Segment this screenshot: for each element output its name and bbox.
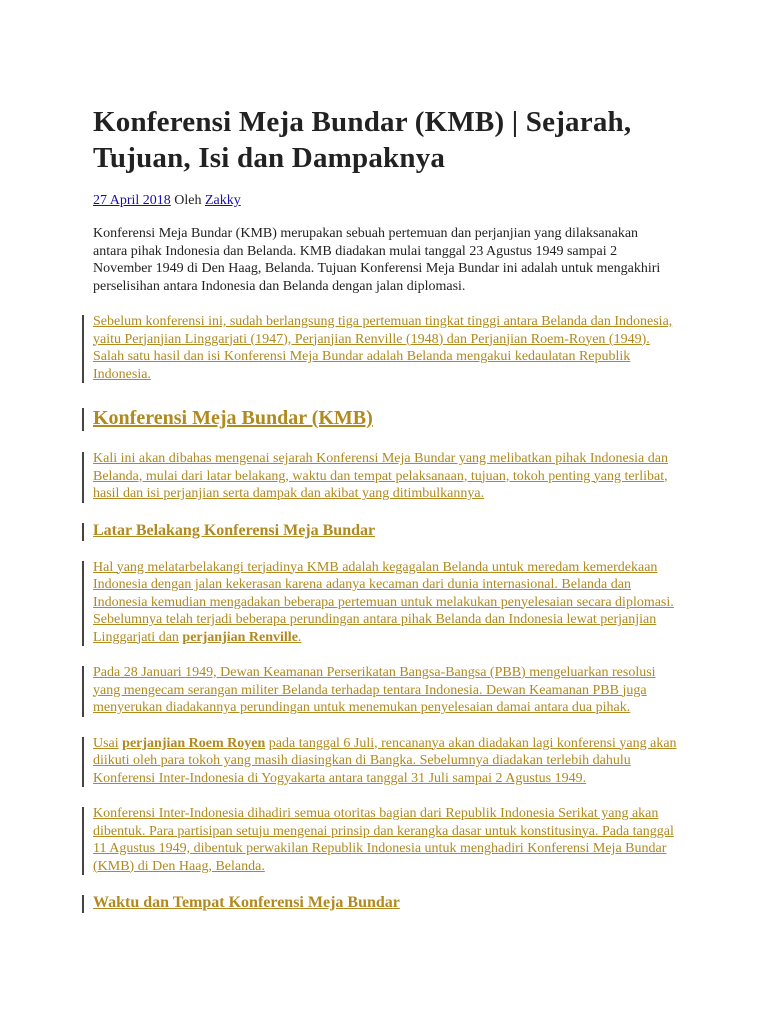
quote-text-start: Usai <box>93 735 119 751</box>
quote-bar <box>82 561 84 647</box>
quote-bar <box>82 315 84 383</box>
subheading-block-1[interactable] <box>93 521 678 541</box>
link-perjanjian-roem-royen[interactable]: perjanjian Roem Royen <box>122 735 266 751</box>
quote-text[interactable]: Kali ini akan dibahas mengenai sejarah Konferensi Meja Bundar yang melibatkan pihak Indonesia dan Belanda, mulai dari latar belakang, waktu dan tempat pelaksanaan, tujuan, tokoh penting yang terlibat, hasil dan isi perjanjian serta dampak dan akibat yang ditimbulkannya. <box>93 451 668 501</box>
quote-bar <box>82 807 84 875</box>
subheading-waktu-tempat[interactable]: Waktu dan Tempat Konferensi Meja Bundar <box>93 894 400 911</box>
quote-text[interactable]: Pada 28 Januari 1949, Dewan Keamanan Perserikatan Bangsa-Bangsa (PBB) mengeluarkan resolusi yang mengecam serangan militer Belanda terhadap tentara Indonesia. Dewan Keamanan PBB juga menyerukan diadakannya perundingan untuk menemukan penyelesaian damai antara dua pihak. <box>93 665 656 715</box>
quote-bar <box>82 452 84 503</box>
quote-paragraph-3[interactable] <box>93 559 678 647</box>
quote-text[interactable]: Sebelum konferensi ini, sudah berlangsung tiga pertemuan tingkat tinggi antara Belanda dan Indonesia, yaitu Perjanjian Linggarjati (1947), Perjanjian Renville (1948) dan Perjanjian Roem-Royen (1949). Salah satu hasil dan isi Konferensi Meja Bundar adalah Belanda mengakui kedaulatan Republik Indonesia. <box>93 314 673 382</box>
author-link[interactable]: Zakky <box>205 193 241 208</box>
heading-block[interactable] <box>93 405 678 431</box>
quote-paragraph-5[interactable] <box>93 735 678 788</box>
quote-bar <box>82 737 84 788</box>
quote-text-end: . <box>297 629 302 645</box>
quote-text[interactable]: Konferensi Inter-Indonesia dihadiri semua otoritas bagian dari Republik Indonesia Serikat yang akan dibentuk. Para partisipan setuju mengenai prinsip dan kerangka dasar untuk konstitusinya. Pada tanggal 11 Agustus 1949, dibentuk perwakilan Republik Indonesia untuk menghadiri Konferensi Meja Bundar (KMB) di Den Haag, Belanda. <box>93 806 674 874</box>
byline-label: Oleh <box>174 193 202 208</box>
quote-paragraph-4[interactable] <box>93 664 678 717</box>
article-meta <box>93 192 693 210</box>
quote-paragraph-6[interactable] <box>93 805 678 875</box>
quote-bar <box>82 895 84 913</box>
quote-text[interactable]: pada tanggal 6 Juli, rencananya akan diadakan lagi konferensi yang akan diikuti oleh para tokoh yang masih diasingkan di Bangka. Sebelumnya diadakan terlebih dahulu Konferensi Inter-Indonesia di Yogyakarta antara tanggal 31 Juli sampai 2 Agustus 1949. <box>93 735 677 786</box>
quote-bar <box>82 666 84 717</box>
article-title: Konferensi Meja Bundar (KMB) | Sejarah, Tujuan, Isi dan Dampaknya <box>93 106 632 174</box>
section-heading[interactable]: Konferensi Meja Bundar (KMB) <box>93 407 373 429</box>
subheading-block-2[interactable] <box>93 893 678 913</box>
quote-paragraph-1[interactable] <box>93 313 678 383</box>
quote-bar <box>82 523 84 541</box>
link-perjanjian-renville[interactable]: perjanjian Renville <box>182 629 298 645</box>
subheading-latar-belakang[interactable]: Latar Belakang Konferensi Meja Bundar <box>93 521 376 539</box>
quote-text[interactable]: Hal yang melatarbelakangi terjadinya KMB adalah kegagalan Belanda untuk meredam kemerdekaan Indonesia dengan jalan kekerasan karena adanya kecaman dari dunia internasional. Belanda dan Indonesia kemudian mengadakan beberapa pertemuan untuk melakukan penyelesaian secara diplomasi. Sebelumnya telah terjadi beberapa perundingan antara pihak Belanda dan Indonesia lewat perjanjian Linggarjati dan <box>93 559 674 645</box>
date-link[interactable]: 27 April 2018 <box>93 193 171 208</box>
intro-paragraph: Konferensi Meja Bundar (KMB) merupakan sebuah pertemuan dan perjanjian yang dilaksanakan antara pihak Indonesia dan Belanda. KMB diadakan mulai tanggal 23 Agustus 1949 sampai 2 November 1949 di Den Haag, Belanda. Tujuan Konferensi Meja Bundar ini adalah untuk mengakhiri perselisihan antara Indonesia dan Belanda dengan jalan diplomasi. <box>93 226 661 294</box>
article <box>93 104 693 913</box>
quote-paragraph-2[interactable] <box>93 450 678 503</box>
quote-bar <box>82 408 84 431</box>
